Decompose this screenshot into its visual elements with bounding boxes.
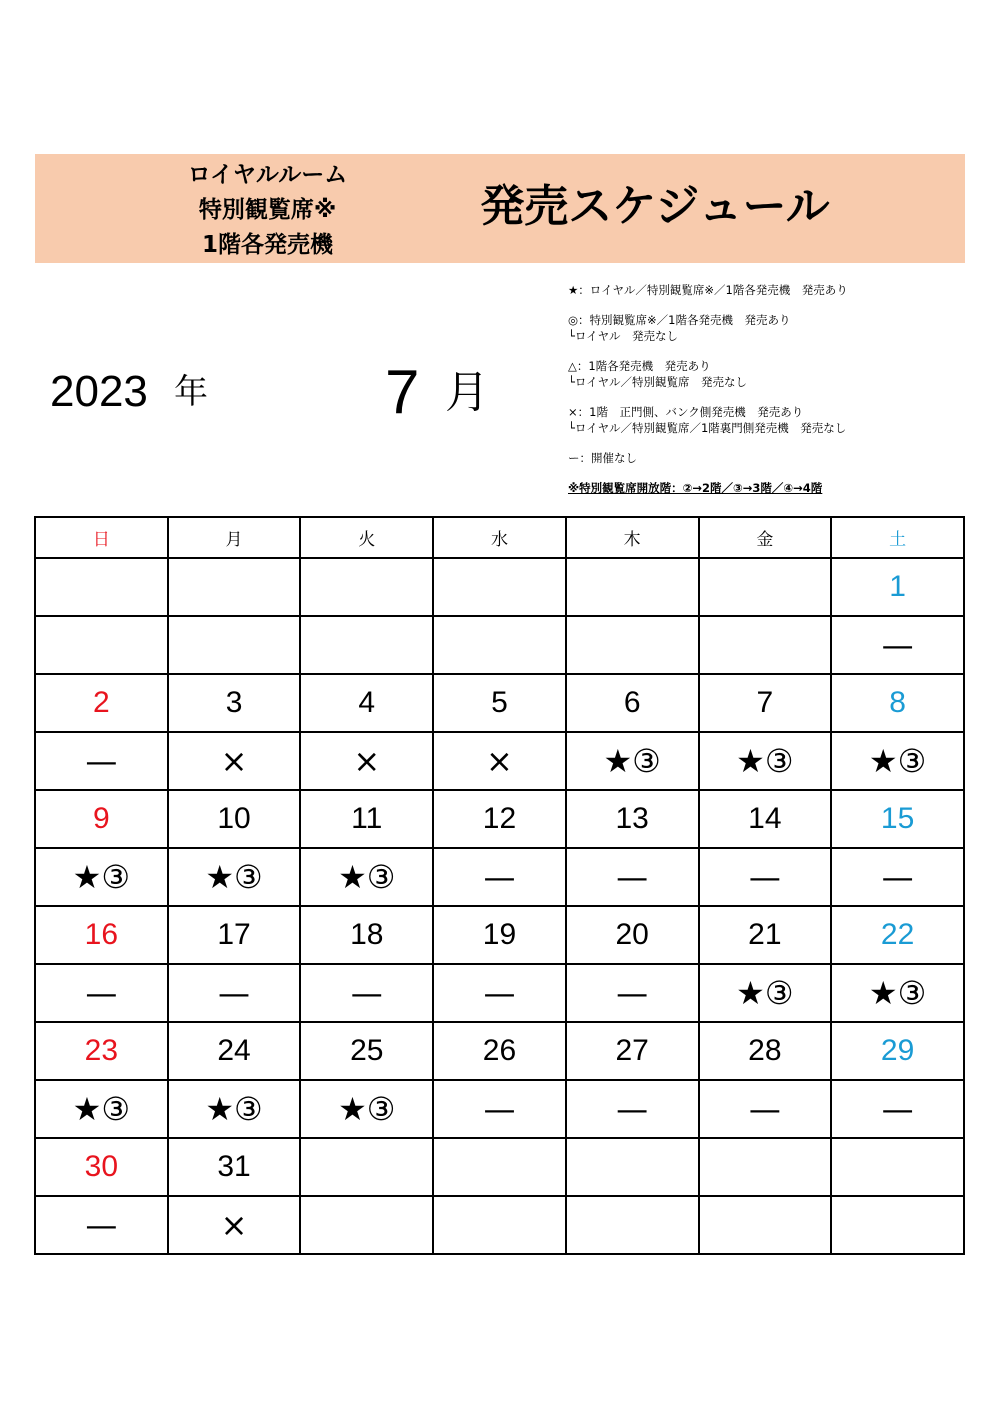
- month-number: 7: [385, 358, 420, 427]
- date-cell-friday: 21: [699, 906, 832, 964]
- status-cell-wednesday: —: [433, 1080, 566, 1138]
- date-cell-sunday: [35, 558, 168, 616]
- status-cell-saturday: ★③: [831, 964, 964, 1022]
- status-cell-tuesday: ×: [300, 732, 433, 790]
- status-cell-sunday: [35, 616, 168, 674]
- status-cell-monday: ×: [168, 732, 301, 790]
- status-cell-sunday: —: [35, 964, 168, 1022]
- date-cell-monday: 17: [168, 906, 301, 964]
- week-2-status-row: [35, 732, 964, 790]
- status-cell-wednesday: —: [433, 964, 566, 1022]
- status-cell-thursday: —: [566, 848, 699, 906]
- date-cell-wednesday: [433, 1138, 566, 1196]
- legend-double-circle: ◎：特別観覧席※／1階各発売機 発売あり: [568, 313, 791, 327]
- date-cell-tuesday: 11: [300, 790, 433, 848]
- year-suffix: 年: [174, 372, 208, 412]
- legend-double-circle-sub: └ロイヤル 発売なし: [568, 329, 678, 343]
- status-cell-friday: [699, 616, 832, 674]
- week-6-dates-row: [35, 1138, 964, 1196]
- weekday-friday: 金: [699, 517, 832, 558]
- year-number: 2023: [50, 367, 148, 416]
- week-3-dates-row: [35, 790, 964, 848]
- status-cell-tuesday: [300, 1196, 433, 1254]
- date-cell-thursday: 6: [566, 674, 699, 732]
- status-cell-wednesday: ×: [433, 732, 566, 790]
- status-cell-sunday: —: [35, 732, 168, 790]
- status-cell-saturday: —: [831, 848, 964, 906]
- status-cell-friday: —: [699, 1080, 832, 1138]
- date-cell-wednesday: 19: [433, 906, 566, 964]
- status-cell-tuesday: —: [300, 964, 433, 1022]
- weekday-thursday: 木: [566, 517, 699, 558]
- week-4-dates-row: [35, 906, 964, 964]
- date-cell-tuesday: 18: [300, 906, 433, 964]
- status-cell-friday: —: [699, 848, 832, 906]
- status-cell-wednesday: [433, 616, 566, 674]
- date-cell-monday: 10: [168, 790, 301, 848]
- calendar-table: [34, 516, 965, 1255]
- week-4-status-row: [35, 964, 964, 1022]
- status-cell-thursday: [566, 616, 699, 674]
- legend: [568, 282, 993, 496]
- date-cell-sunday: 9: [35, 790, 168, 848]
- status-cell-sunday: —: [35, 1196, 168, 1254]
- week-3-status-row: [35, 848, 964, 906]
- date-cell-tuesday: [300, 558, 433, 616]
- month-suffix: 月: [445, 367, 489, 418]
- status-cell-sunday: ★③: [35, 848, 168, 906]
- date-cell-friday: 14: [699, 790, 832, 848]
- venue-royal-room: ロイヤルルーム: [187, 162, 348, 188]
- date-cell-saturday: 29: [831, 1022, 964, 1080]
- venue-list: [135, 158, 400, 263]
- date-cell-monday: 3: [168, 674, 301, 732]
- date-cell-sunday: 23: [35, 1022, 168, 1080]
- status-cell-sunday: ★③: [35, 1080, 168, 1138]
- status-cell-friday: ★③: [699, 964, 832, 1022]
- weekday-wednesday: 水: [433, 517, 566, 558]
- date-cell-saturday: 8: [831, 674, 964, 732]
- date-cell-thursday: [566, 1138, 699, 1196]
- date-cell-friday: [699, 558, 832, 616]
- status-cell-wednesday: —: [433, 848, 566, 906]
- status-cell-saturday: [831, 1196, 964, 1254]
- status-cell-friday: ★③: [699, 732, 832, 790]
- page-title: 発売スケジュール: [480, 181, 830, 232]
- date-cell-wednesday: [433, 558, 566, 616]
- legend-triangle: △：1階各発売機 発売あり: [568, 359, 711, 373]
- status-cell-monday: ★③: [168, 848, 301, 906]
- date-cell-saturday: 22: [831, 906, 964, 964]
- date-cell-saturday: 1: [831, 558, 964, 616]
- venue-special-seats: 特別観覧席※: [198, 197, 337, 223]
- legend-dash: ー：開催なし: [568, 451, 637, 465]
- week-1-status-row: [35, 616, 964, 674]
- legend-cross-sub: └ロイヤル／特別観覧席／1階裏門側発売機 発売なし: [568, 421, 847, 435]
- week-5-status-row: [35, 1080, 964, 1138]
- status-cell-thursday: —: [566, 964, 699, 1022]
- date-cell-friday: [699, 1138, 832, 1196]
- status-cell-thursday: ★③: [566, 732, 699, 790]
- week-1-dates-row: [35, 558, 964, 616]
- date-cell-sunday: 2: [35, 674, 168, 732]
- date-cell-monday: 31: [168, 1138, 301, 1196]
- legend-floor-note: ※特別観覧席開放階：②→2階／③→3階／④→4階: [568, 481, 823, 495]
- status-cell-tuesday: [300, 616, 433, 674]
- date-cell-thursday: 20: [566, 906, 699, 964]
- status-cell-tuesday: ★③: [300, 848, 433, 906]
- date-cell-thursday: [566, 558, 699, 616]
- week-6-status-row: [35, 1196, 964, 1254]
- status-cell-thursday: [566, 1196, 699, 1254]
- week-2-dates-row: [35, 674, 964, 732]
- date-cell-friday: 7: [699, 674, 832, 732]
- date-cell-sunday: 16: [35, 906, 168, 964]
- week-5-dates-row: [35, 1022, 964, 1080]
- status-cell-thursday: —: [566, 1080, 699, 1138]
- status-cell-saturday: —: [831, 1080, 964, 1138]
- date-cell-thursday: 13: [566, 790, 699, 848]
- date-cell-monday: [168, 558, 301, 616]
- status-cell-monday: ★③: [168, 1080, 301, 1138]
- status-cell-saturday: —: [831, 616, 964, 674]
- legend-cross: ×：1階 正門側、バンク側発売機 発売あり: [568, 405, 804, 419]
- date-cell-tuesday: [300, 1138, 433, 1196]
- date-cell-sunday: 30: [35, 1138, 168, 1196]
- date-cell-wednesday: 12: [433, 790, 566, 848]
- date-cell-wednesday: 26: [433, 1022, 566, 1080]
- date-cell-thursday: 27: [566, 1022, 699, 1080]
- status-cell-monday: ×: [168, 1196, 301, 1254]
- weekday-tuesday: 火: [300, 517, 433, 558]
- date-cell-saturday: [831, 1138, 964, 1196]
- weekday-saturday: 土: [831, 517, 964, 558]
- status-cell-friday: [699, 1196, 832, 1254]
- status-cell-monday: [168, 616, 301, 674]
- status-cell-saturday: ★③: [831, 732, 964, 790]
- venue-first-floor-machines: 1階各発売機: [201, 232, 333, 258]
- date-cell-saturday: 15: [831, 790, 964, 848]
- status-cell-tuesday: ★③: [300, 1080, 433, 1138]
- date-cell-tuesday: 25: [300, 1022, 433, 1080]
- date-cell-friday: 28: [699, 1022, 832, 1080]
- legend-triangle-sub: └ロイヤル／特別観覧席 発売なし: [568, 375, 747, 389]
- status-cell-monday: —: [168, 964, 301, 1022]
- weekday-header-row: [35, 517, 964, 558]
- header-banner: [35, 154, 965, 263]
- date-cell-wednesday: 5: [433, 674, 566, 732]
- weekday-sunday: 日: [35, 517, 168, 558]
- status-cell-wednesday: [433, 1196, 566, 1254]
- legend-star: ★：ロイヤル／特別観覧席※／1階各発売機 発売あり: [568, 283, 848, 297]
- date-cell-tuesday: 4: [300, 674, 433, 732]
- date-cell-monday: 24: [168, 1022, 301, 1080]
- weekday-monday: 月: [168, 517, 301, 558]
